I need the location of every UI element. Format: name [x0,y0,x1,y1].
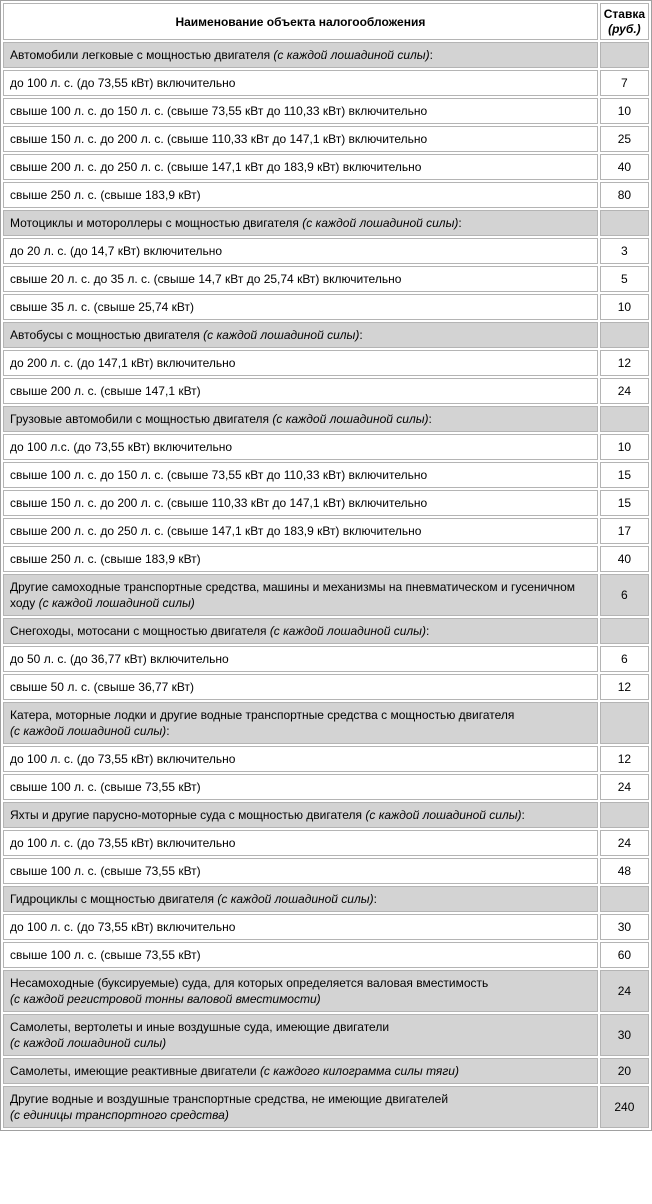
cell-suffix: : [458,216,462,230]
rate-cell: 24 [600,378,649,404]
cell-suffix: : [426,624,430,638]
object-name-cell [3,914,598,940]
rate-cell [600,406,649,432]
cell-text: свыше 50 л. с. (свыше 36,77 кВт) [10,680,194,694]
category-row [3,1058,649,1084]
rate-cell: 10 [600,98,649,124]
rate-cell: 6 [600,574,649,616]
object-name-cell [3,942,598,968]
object-name-cell [3,518,598,544]
rate-cell [600,802,649,828]
category-row [3,1086,649,1128]
table-row [3,154,649,180]
object-name-cell [3,858,598,884]
table-row [3,518,649,544]
category-row [3,802,649,828]
rate-cell [600,210,649,236]
header-rate-cell [600,3,649,40]
table-row [3,70,649,96]
cell-note: (с каждой лошадиной силы) [365,808,522,822]
rate-cell [600,42,649,68]
object-name-cell [3,154,598,180]
cell-text: свыше 100 л. с. (свыше 73,55 кВт) [10,948,201,962]
cell-text: свыше 100 л. с. (свыше 73,55 кВт) [10,780,201,794]
rate-cell: 24 [600,970,649,1012]
table-row [3,98,649,124]
object-name-cell [3,350,598,376]
cell-note: (с каждой лошадиной силы) [203,328,360,342]
rate-cell [600,886,649,912]
table-row [3,830,649,856]
cell-text: свыше 200 л. с. (свыше 147,1 кВт) [10,384,201,398]
cell-note: (с каждой регистровой тонны валовой вместимости) [10,992,321,1006]
category-row [3,322,649,348]
table-row [3,126,649,152]
cell-suffix: : [359,328,363,342]
table-row [3,914,649,940]
cell-text: свыше 200 л. с. до 250 л. с. (свыше 147,1 кВт до 183,9 кВт) включительно [10,524,422,538]
rate-cell [600,322,649,348]
cell-text: Мотоциклы и мотороллеры с мощностью двигателя [10,216,303,230]
rate-cell: 40 [600,546,649,572]
rate-cell: 240 [600,1086,649,1128]
category-name-cell [3,1086,598,1128]
cell-text: Грузовые автомобили с мощностью двигателя [10,412,273,426]
cell-text: свыше 100 л. с. до 150 л. с. (свыше 73,55 кВт до 110,33 кВт) включительно [10,104,428,118]
object-name-cell [3,830,598,856]
table-row [3,858,649,884]
category-name-cell [3,574,598,616]
rate-cell: 12 [600,350,649,376]
rate-cell: 24 [600,774,649,800]
rate-cell: 10 [600,434,649,460]
cell-note: (с каждого килограмма силы тяги) [259,1064,459,1078]
cell-text: Автомобили легковые с мощностью двигателя [10,48,274,62]
rate-cell [600,702,649,744]
object-name-cell [3,238,598,264]
cell-suffix: : [373,892,377,906]
cell-text: свыше 150 л. с. до 200 л. с. (свыше 110,33 кВт до 147,1 кВт) включительно [10,496,428,510]
category-name-cell [3,322,598,348]
object-name-cell [3,70,598,96]
cell-text: свыше 150 л. с. до 200 л. с. (свыше 110,33 кВт до 147,1 кВт) включительно [10,132,428,146]
category-row [3,702,649,744]
category-name-cell [3,802,598,828]
cell-suffix: : [521,808,525,822]
cell-text: Гидроциклы с мощностью двигателя [10,892,218,906]
table-row [3,674,649,700]
object-name-cell [3,182,598,208]
cell-note: (с каждой лошадиной силы) [10,724,167,738]
rate-cell: 15 [600,490,649,516]
table-row [3,294,649,320]
cell-suffix: : [428,412,432,426]
category-name-cell [3,886,598,912]
object-name-cell [3,490,598,516]
cell-suffix: : [429,48,433,62]
table-row [3,646,649,672]
category-name-cell [3,970,598,1012]
cell-note: (с каждой лошадиной силы) [269,624,426,638]
category-name-cell [3,210,598,236]
cell-text: до 100 л. с. (до 73,55 кВт) включительно [10,752,236,766]
category-row [3,1014,649,1056]
cell-text: до 100 л.с. (до 73,55 кВт) включительно [10,440,233,454]
cell-note: (с каждой лошадиной силы) [38,596,195,610]
object-name-cell [3,294,598,320]
rate-cell: 24 [600,830,649,856]
table-row [3,350,649,376]
category-row [3,886,649,912]
rate-cell: 6 [600,646,649,672]
cell-text: до 200 л. с. (до 147,1 кВт) включительно [10,356,236,370]
rate-cell [600,618,649,644]
table-row [3,434,649,460]
cell-text: свыше 100 л. с. (свыше 73,55 кВт) [10,864,201,878]
cell-text: Автобусы с мощностью двигателя [10,328,204,342]
category-row [3,970,649,1012]
object-name-cell [3,646,598,672]
rate-cell: 40 [600,154,649,180]
cell-text: до 100 л. с. (до 73,55 кВт) включительно [10,76,236,90]
cell-text: Другие самоходные транспортные средства, машины и механизмы на пневматическом и гусеничном ходу [10,580,576,610]
table-header-row [3,3,649,40]
table-row [3,182,649,208]
cell-note: (с единицы транспортного средства) [10,1108,229,1122]
cell-text: до 100 л. с. (до 73,55 кВт) включительно [10,920,236,934]
category-row [3,406,649,432]
header-rate-unit: (руб.) [608,21,641,36]
cell-text: свыше 250 л. с. (свыше 183,9 кВт) [10,188,201,202]
category-row [3,210,649,236]
table-body [3,42,649,1128]
cell-text: свыше 100 л. с. до 150 л. с. (свыше 73,55 кВт до 110,33 кВт) включительно [10,468,428,482]
cell-note: (с каждой лошадиной силы) [10,1036,167,1050]
object-name-cell [3,98,598,124]
rate-cell: 25 [600,126,649,152]
rate-cell: 7 [600,70,649,96]
cell-suffix: : [166,724,170,738]
cell-note: (с каждой лошадиной силы) [272,412,429,426]
object-name-cell [3,266,598,292]
cell-text: Несамоходные (буксируемые) суда, для которых определяется валовая вместимость [10,976,489,990]
object-name-cell [3,126,598,152]
category-row [3,618,649,644]
rate-cell: 12 [600,746,649,772]
cell-text: Снегоходы, мотосани с мощностью двигателя [10,624,270,638]
cell-text: до 20 л. с. (до 14,7 кВт) включительно [10,244,223,258]
object-name-cell [3,378,598,404]
category-row [3,42,649,68]
table-row [3,942,649,968]
table-row [3,238,649,264]
rate-cell: 5 [600,266,649,292]
cell-text: до 100 л. с. (до 73,55 кВт) включительно [10,836,236,850]
header-name-cell: Наименование объекта налогообложения [3,3,598,40]
category-name-cell [3,42,598,68]
table-row [3,462,649,488]
cell-text: Катера, моторные лодки и другие водные транспортные средства с мощностью двигателя [10,708,515,722]
category-name-cell [3,618,598,644]
table-row [3,774,649,800]
cell-text: Яхты и другие парусно-моторные суда с мощностью двигателя [10,808,366,822]
cell-text: свыше 35 л. с. (свыше 25,74 кВт) [10,300,194,314]
rate-cell: 12 [600,674,649,700]
cell-text: свыше 200 л. с. до 250 л. с. (свыше 147,1 кВт до 183,9 кВт) включительно [10,160,422,174]
cell-text: свыше 250 л. с. (свыше 183,9 кВт) [10,552,201,566]
rate-cell: 80 [600,182,649,208]
category-row [3,574,649,616]
cell-text: Другие водные и воздушные транспортные средства, не имеющие двигателей [10,1092,449,1106]
table-row [3,378,649,404]
rate-cell: 20 [600,1058,649,1084]
rate-cell: 30 [600,914,649,940]
rate-cell: 17 [600,518,649,544]
object-name-cell [3,774,598,800]
object-name-cell [3,546,598,572]
cell-text: свыше 20 л. с. до 35 л. с. (свыше 14,7 кВт до 25,74 кВт) включительно [10,272,402,286]
rate-cell: 10 [600,294,649,320]
table-row [3,746,649,772]
object-name-cell [3,674,598,700]
object-name-cell [3,462,598,488]
category-name-cell [3,1058,598,1084]
category-name-cell [3,1014,598,1056]
category-name-cell [3,702,598,744]
cell-note: (с каждой лошадиной силы) [302,216,459,230]
rate-cell: 3 [600,238,649,264]
rate-cell: 30 [600,1014,649,1056]
object-name-cell [3,434,598,460]
category-name-cell [3,406,598,432]
header-rate-label: Ставка [603,6,646,21]
cell-note: (с каждой лошадиной силы) [217,892,374,906]
rate-cell: 48 [600,858,649,884]
object-name-cell [3,746,598,772]
cell-note: (с каждой лошадиной силы) [273,48,430,62]
cell-text: до 50 л. с. (до 36,77 кВт) включительно [10,652,229,666]
rate-cell: 60 [600,942,649,968]
rate-cell: 15 [600,462,649,488]
table-row [3,490,649,516]
cell-text: Самолеты, вертолеты и иные воздушные суда, имеющие двигатели [10,1020,390,1034]
table-row [3,546,649,572]
cell-text: Самолеты, имеющие реактивные двигатели [10,1064,260,1078]
table-row [3,266,649,292]
